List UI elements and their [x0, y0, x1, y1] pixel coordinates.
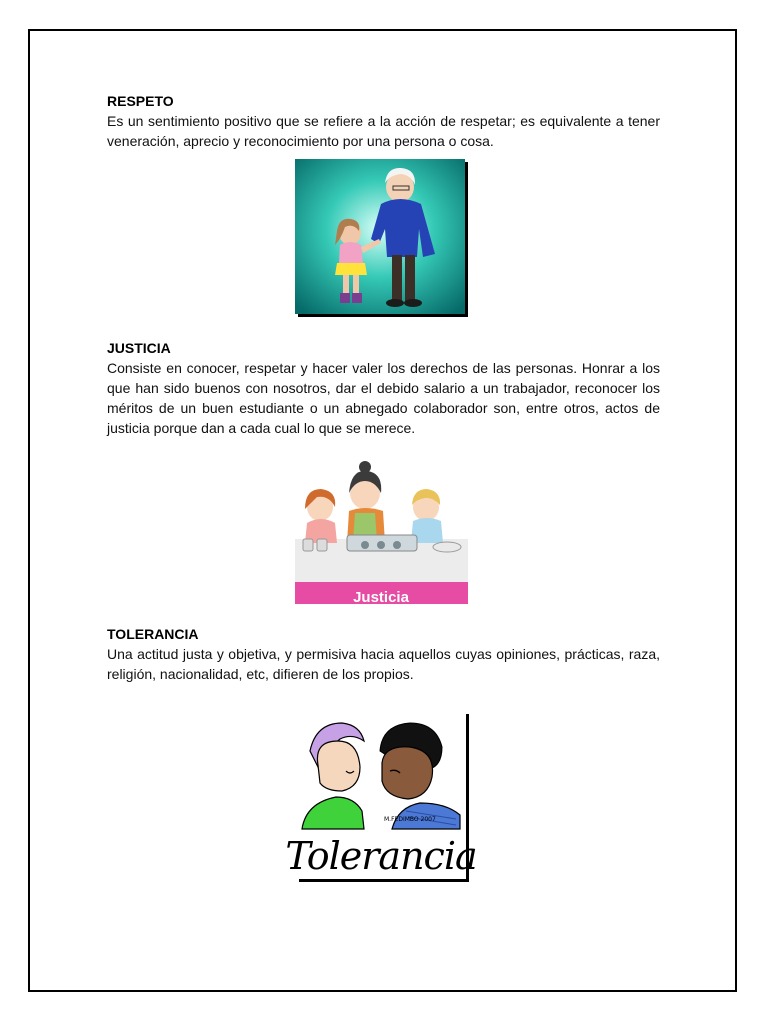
tolerancia-signature: M.FEDIMBO 2007 [384, 816, 436, 823]
respeto-text: Es un sentimiento positivo que se refiere a la acción de respetar; es equivalente a tener veneración, aprecio y reconocimiento por una persona o cosa. [107, 113, 660, 149]
justicia-heading: JUSTICIA [107, 340, 171, 356]
respeto-illustration [295, 159, 465, 314]
justicia-illustration [295, 451, 468, 604]
justicia-text: Consiste en conocer, respetar y hacer valer los derechos de las personas. Honrar a los que han sido buenos con nosotros, dar el debido salario a un trabajador, reconocer los méritos de un buen estudiante o un abnegado colaborador son, entre otros, actos de justicia porque dan a cada cual lo que se merece. [107, 360, 660, 436]
tolerancia-heading: TOLERANCIA [107, 626, 199, 642]
justicia-banner-label: Justicia [353, 589, 409, 606]
respeto-heading: RESPETO [107, 93, 174, 109]
tolerancia-caption: Tolerancia [285, 834, 477, 878]
tolerancia-illustration [285, 711, 477, 879]
tolerancia-text: Una actitud justa y objetiva, y permisiva hacia aquellos cuyas opiniones, prácticas, raza, religión, nacionalidad, etc, difieren de los propios. [107, 646, 660, 682]
